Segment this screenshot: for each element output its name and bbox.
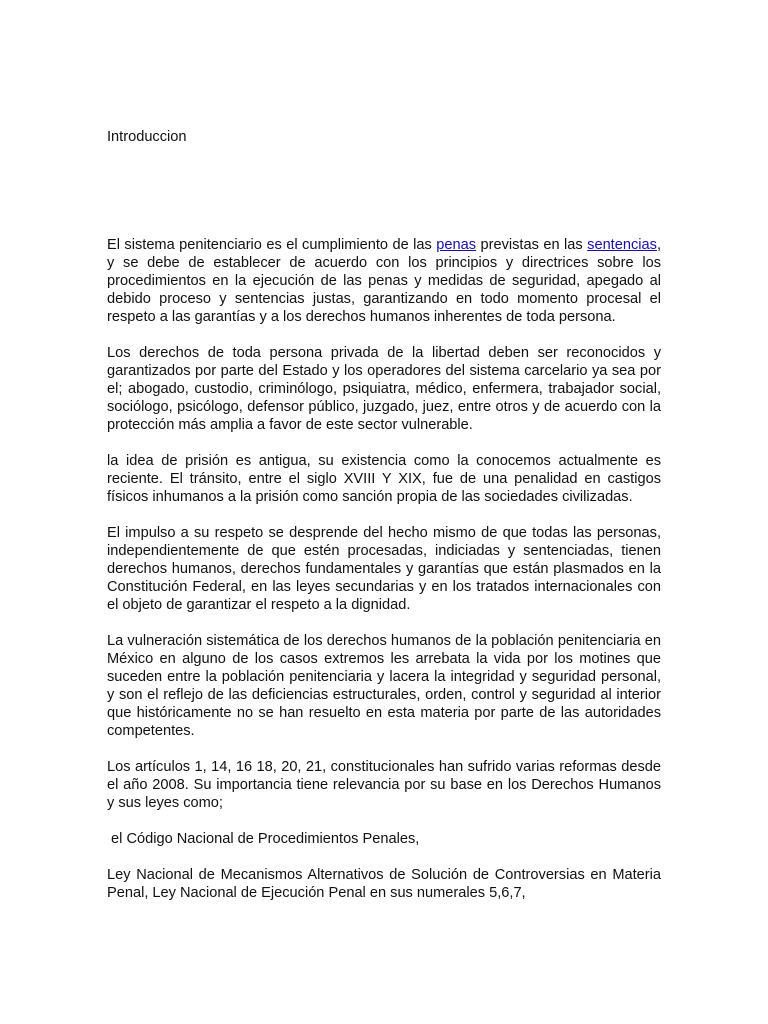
paragraph-derechos-persona: Los derechos de toda persona privada de la libertad deben ser reconocidos y garantizados por parte del Estado y los operadores del sistema carcelario ya sea por el; abogado, custodio, criminólogo, psiquiatra, médico, enfermera, trabajador social, sociólogo, psicólogo, defensor público, juzgado, juez, entre otros y de acuerdo con la protección más amplia a favor de este sector vulnerable. xyxy=(107,345,661,433)
paragraph-codigo-nacional: el Código Nacional de Procedimientos Penales, xyxy=(107,831,420,847)
document-title: Introduccion xyxy=(107,129,187,145)
link-penas[interactable]: penas xyxy=(436,237,477,253)
paragraph-text: El sistema penitenciario es el cumplimiento de las xyxy=(107,237,437,253)
paragraph-sistema-penitenciario xyxy=(107,236,661,326)
paragraph-idea-prision: la idea de prisión es antigua, su existencia como la conocemos actualmente es reciente. El tránsito, entre el siglo XVIII Y XIX, fue de una penalidad en castigos físicos inhumanos a la prisión como sanción propia de las sociedades civilizadas. xyxy=(107,453,661,505)
link-sentencias[interactable]: sentencias xyxy=(587,237,657,253)
paragraph-ley-nacional: Ley Nacional de Mecanismos Alternativos de Solución de Controversias en Materia Penal, Ley Nacional de Ejecución Penal en sus numerales 5,6,7, xyxy=(107,867,661,901)
paragraph-impulso-respeto: El impulso a su respeto se desprende del hecho mismo de que todas las personas, independientemente de que estén procesadas, indiciadas y sentenciadas, tienen derechos humanos, derechos fundamentales y garantías que están plasmados en la Constitución Federal, en las leyes secundarias y en los tratados internacionales con el objeto de garantizar el respeto a la dignidad. xyxy=(107,525,661,613)
paragraph-text: previstas en las xyxy=(476,237,588,253)
paragraph-vulneracion: La vulneración sistemática de los derechos humanos de la población penitenciaria en México en alguno de los casos extremos les arrebata la vida por los motines que suceden entre la población penitenciaria y lacera la integridad y seguridad personal, y son el reflejo de las deficiencias estructurales, orden, control y seguridad al interior que históricamente no se han resuelto en esta materia por parte de las autoridades competentes. xyxy=(107,633,661,739)
document-body xyxy=(107,236,661,920)
paragraph-text: , y se debe de establecer de acuerdo con los principios y directrices sobre los procedimientos en la ejecución de las penas y medidas de seguridad, apegado al debido proceso y sentencias justas, garantizando en todo momento procesal el respeto a las garantías y a los derechos humanos inherentes de toda persona. xyxy=(107,237,661,325)
paragraph-articulos: Los artículos 1, 14, 16 18, 20, 21, constitucionales han sufrido varias reformas desde el año 2008. Su importancia tiene relevancia por su base en los Derechos Humanos y sus leyes como; xyxy=(107,759,661,811)
